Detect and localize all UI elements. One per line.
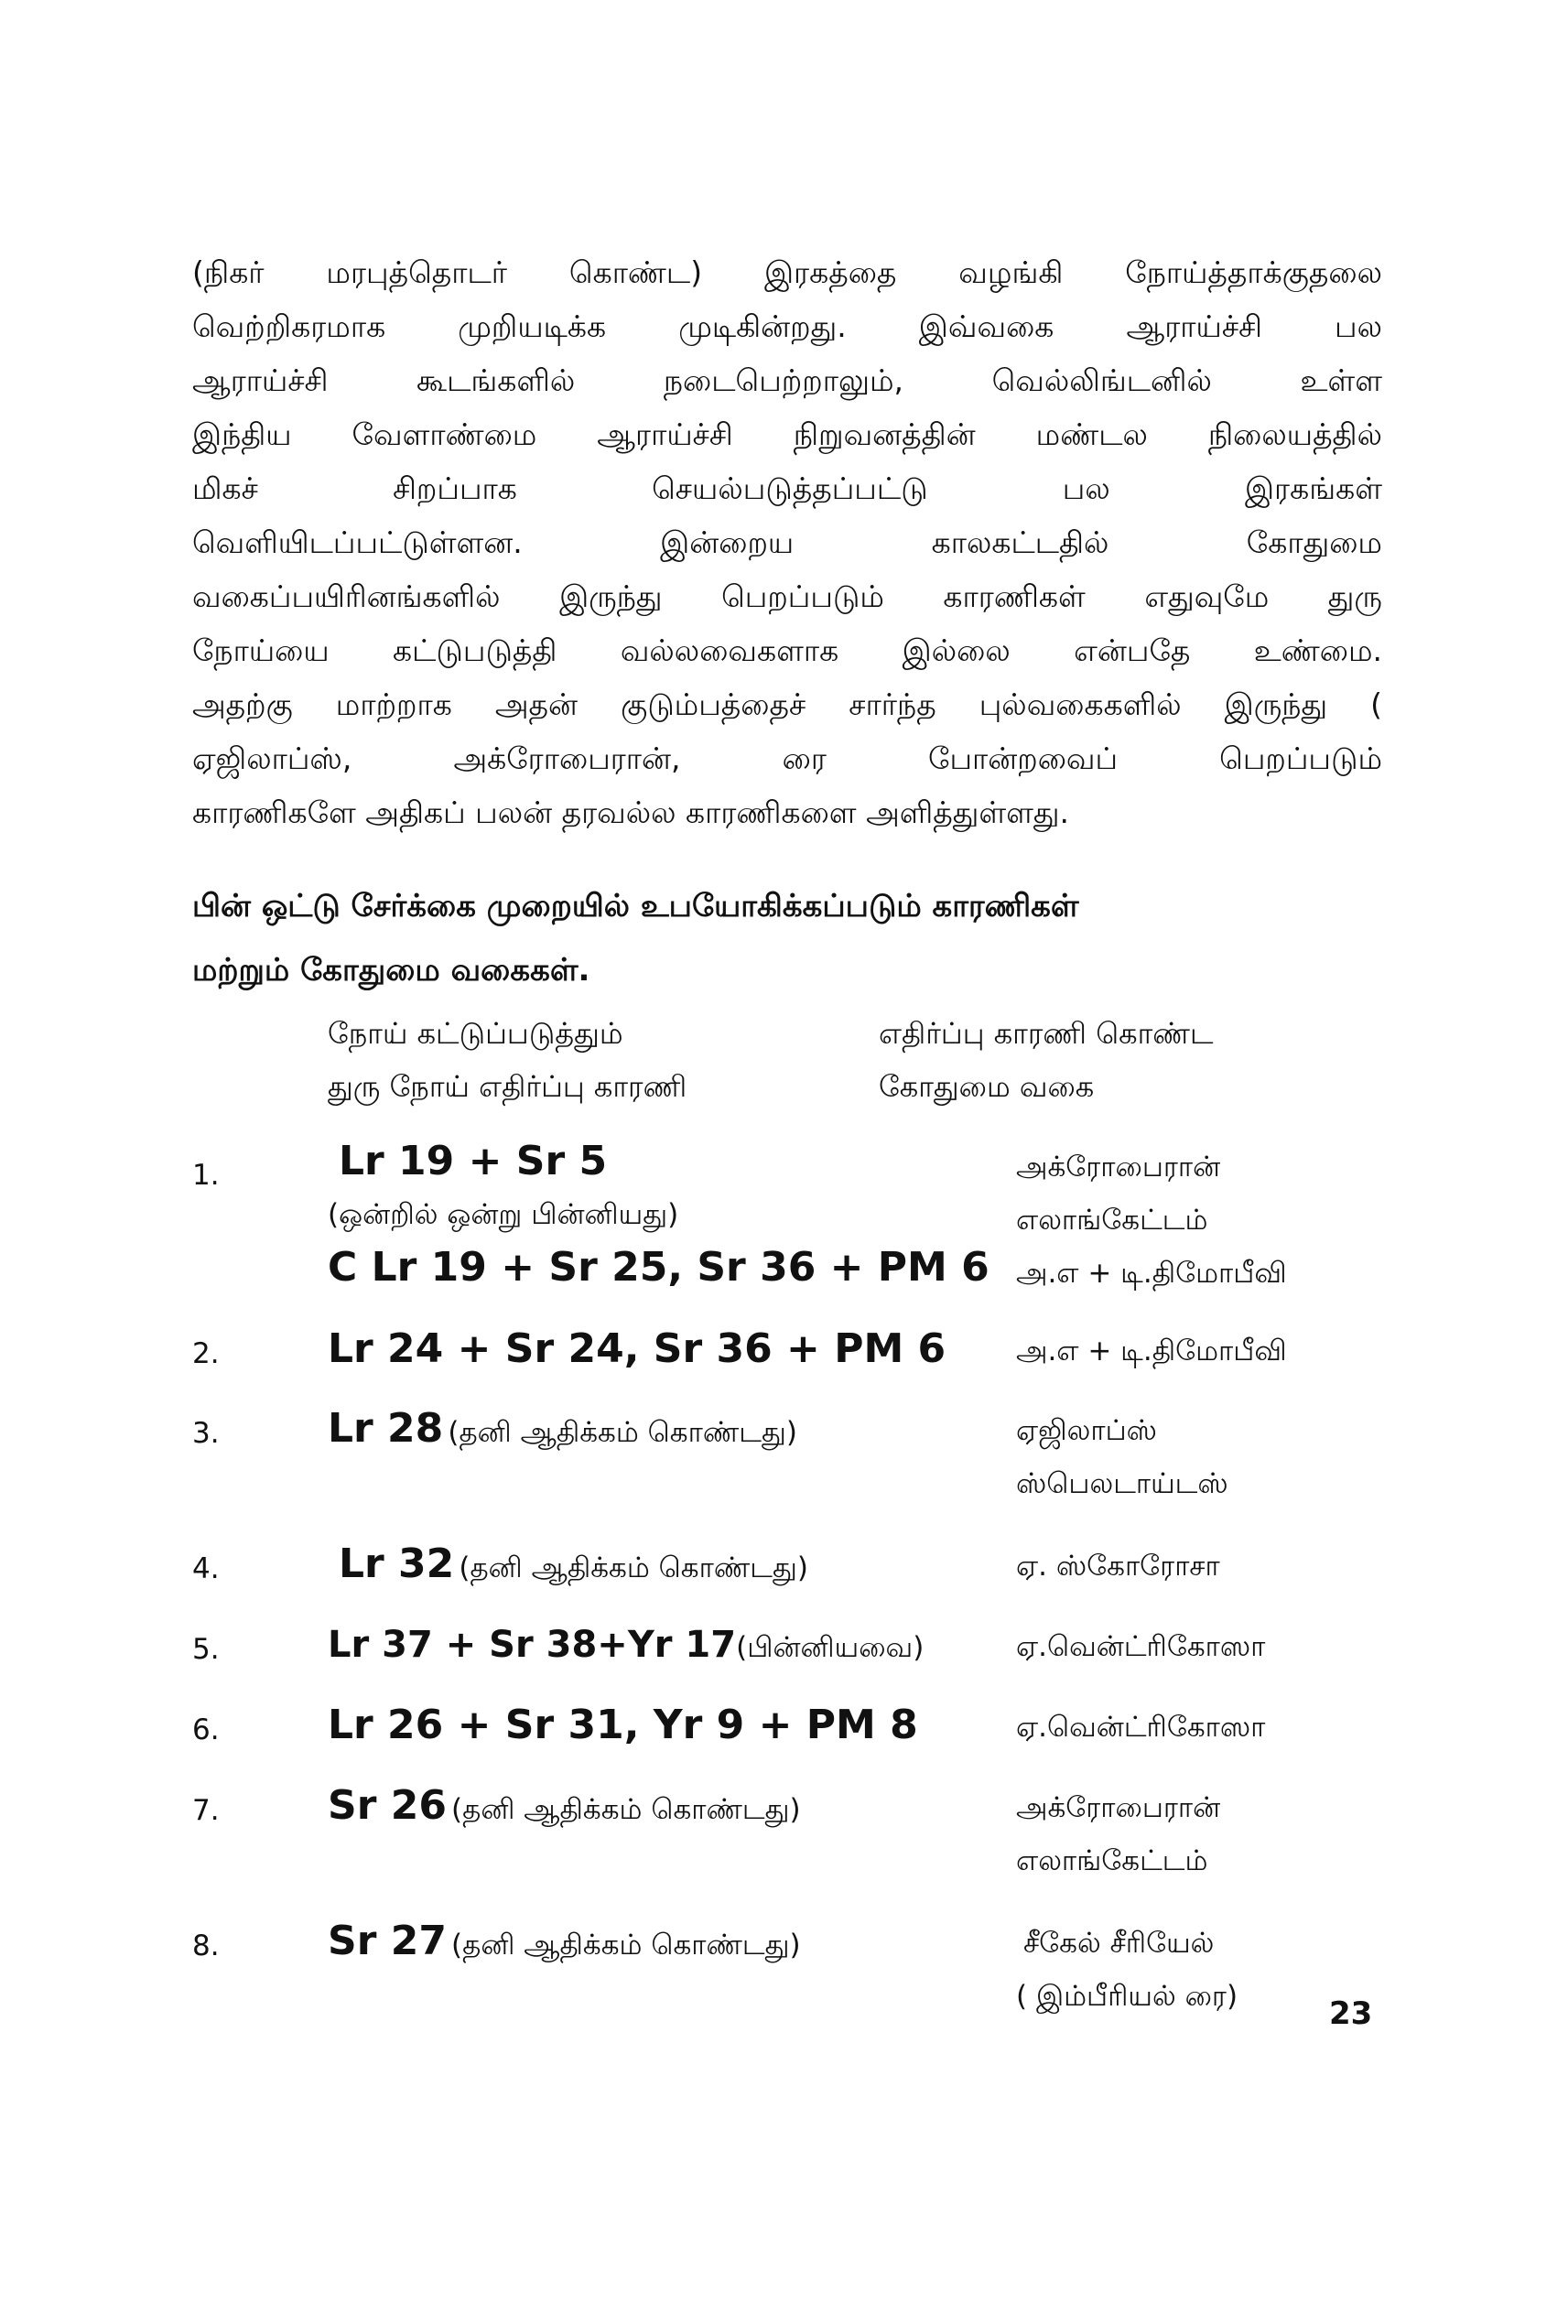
paragraph-line: நோய்யை கட்டுபடுத்தி வல்லவைகளாக இல்லை என்பதே உண்மை. bbox=[192, 632, 1382, 668]
paragraph-line: வெளியிடப்பட்டுள்ளன. இன்றைய காலகட்டதில் கோதுமை bbox=[192, 524, 1382, 560]
column-header-line: துரு நோய் எதிர்ப்பு காரணி bbox=[328, 1069, 687, 1104]
page-number: 23 bbox=[1329, 1995, 1373, 2032]
gene-combination-extra: C Lr 19 + Sr 25, Sr 36 + PM 6 bbox=[328, 1244, 989, 1291]
gene-note: (தனி ஆதிக்கம் கொண்டது) bbox=[448, 1416, 797, 1449]
row-number: 1. bbox=[192, 1159, 220, 1192]
wheat-variety bbox=[1016, 1404, 1228, 1510]
resistance-gene bbox=[328, 1323, 946, 1376]
paragraph-line: அதற்கு மாற்றாக அதன் குடும்பத்தைச் சார்ந்த புல்வகைகளில் இருந்து ( bbox=[192, 686, 1382, 722]
column-header-line: கோதுமை வகை bbox=[879, 1069, 1095, 1104]
variety-line: அக்ரோபைரான் bbox=[1016, 1791, 1221, 1824]
resistance-gene bbox=[339, 1538, 808, 1599]
resistance-gene bbox=[328, 1618, 924, 1679]
body-paragraph bbox=[192, 245, 1382, 839]
gene-combination: Lr 24 + Sr 24, Sr 36 + PM 6 bbox=[328, 1325, 946, 1372]
variety-line: ஏ.வென்ட்ரிகோஸா bbox=[1016, 1630, 1266, 1663]
variety-line: எலாங்கேட்டம் bbox=[1016, 1204, 1208, 1237]
gene-combination: Lr 37 + Sr 38+Yr 17 bbox=[328, 1624, 737, 1666]
column-header-resistance bbox=[328, 1007, 687, 1113]
section-heading bbox=[192, 874, 1382, 1002]
row-number: 3. bbox=[192, 1417, 220, 1450]
paragraph-line: வெற்றிகரமாக முறியடிக்க முடிகின்றது. இவ்வகை ஆராய்ச்சி பல bbox=[192, 308, 1382, 344]
gene-combination: Lr 26 + Sr 31, Yr 9 + PM 8 bbox=[328, 1702, 918, 1748]
wheat-variety bbox=[1016, 1140, 1287, 1300]
resistance-gene bbox=[328, 1915, 801, 1976]
wheat-variety bbox=[1016, 1781, 1220, 1887]
wheat-variety bbox=[1016, 1540, 1220, 1593]
paragraph-line: ஆராய்ச்சி கூடங்களில் நடைபெற்றாலும், வெல்லிங்டனில் உள்ள bbox=[192, 362, 1382, 398]
gene-note: (தனி ஆதிக்கம் கொண்டது) bbox=[459, 1551, 808, 1584]
wheat-variety bbox=[1016, 1917, 1238, 2023]
resistance-gene bbox=[328, 1779, 801, 1841]
variety-line: ஏ.வென்ட்ரிகோஸா bbox=[1016, 1711, 1266, 1744]
paragraph-line: ஏஜிலாப்ஸ், அக்ரோபைரான், ரை போன்றவைப் பெறப்படும் bbox=[192, 740, 1382, 776]
row-number: 5. bbox=[192, 1633, 220, 1666]
resistance-gene bbox=[328, 1135, 989, 1294]
gene-combination: Lr 19 + Sr 5 bbox=[339, 1138, 608, 1184]
column-header-line: எதிர்ப்பு காரணி கொண்ட bbox=[879, 1016, 1214, 1051]
variety-line: சீகேல் சீரியேல் bbox=[1023, 1927, 1215, 1960]
row-number: 4. bbox=[192, 1552, 220, 1585]
variety-line: ஸ்பெலடாய்டஸ் bbox=[1016, 1467, 1228, 1500]
row-number: 8. bbox=[192, 1929, 220, 1962]
paragraph-line: (நிகர் மரபுத்தொடர் கொண்ட) இரகத்தை வழங்கி நோய்த்தாக்குதலை bbox=[192, 254, 1382, 290]
paragraph-line: மிகச் சிறப்பாக செயல்படுத்தப்பட்டு பல இரகங்கள் bbox=[192, 470, 1382, 506]
heading-line: மற்றும் கோதுமை வகைகள். bbox=[192, 952, 590, 989]
gene-combination: Lr 28 bbox=[328, 1405, 444, 1452]
gene-note: (பின்னியவை) bbox=[736, 1631, 925, 1664]
gene-note: (தனி ஆதிக்கம் கொண்டது) bbox=[451, 1929, 801, 1962]
wheat-variety bbox=[1016, 1620, 1265, 1673]
paragraph-line: காரணிகளே அதிகப் பலன் தரவல்ல காரணிகளை அளித்துள்ளது. bbox=[192, 794, 1069, 830]
resistance-gene bbox=[328, 1402, 797, 1464]
gene-combination: Sr 26 bbox=[328, 1782, 447, 1829]
gene-combination: Lr 32 bbox=[339, 1540, 455, 1587]
variety-line: ஏ. ஸ்கோரோசா bbox=[1016, 1550, 1220, 1583]
row-number: 2. bbox=[192, 1337, 220, 1370]
gene-note: (தனி ஆதிக்கம் கொண்டது) bbox=[451, 1793, 801, 1826]
variety-line: அக்ரோபைரான் bbox=[1016, 1151, 1221, 1184]
variety-line: அ.எ + டி.திமோபீவி bbox=[1016, 1335, 1287, 1367]
row-number: 6. bbox=[192, 1713, 220, 1746]
variety-line: ( இம்பீரியல் ரை) bbox=[1016, 1980, 1238, 2013]
wheat-variety bbox=[1016, 1701, 1265, 1754]
variety-line: ஏஜிலாப்ஸ் bbox=[1016, 1414, 1157, 1447]
paragraph-line: இந்திய வேளாண்மை ஆராய்ச்சி நிறுவனத்தின் மண்டல நிலையத்தில் bbox=[192, 416, 1382, 452]
gene-combination: Sr 27 bbox=[328, 1918, 447, 1964]
paragraph-line: வகைப்பயிரினங்களில் இருந்து பெறப்படும் காரணிகள் எதுவுமே துரு bbox=[192, 578, 1382, 614]
column-header-variety bbox=[879, 1007, 1213, 1113]
column-header-line: நோய் கட்டுப்படுத்தும் bbox=[328, 1016, 623, 1051]
wheat-variety bbox=[1016, 1324, 1287, 1378]
row-number: 7. bbox=[192, 1794, 220, 1827]
resistance-gene bbox=[328, 1699, 918, 1752]
variety-line: எலாங்கேட்டம் bbox=[1016, 1844, 1208, 1877]
heading-line: பின் ஒட்டு சேர்க்கை முறையில் உபயோகிக்கப்படும் காரணிகள் bbox=[192, 888, 1079, 924]
gene-note: (ஒன்றில் ஒன்று பின்னியது) bbox=[328, 1198, 679, 1231]
variety-line: அ.எ + டி.திமோபீவி bbox=[1016, 1257, 1287, 1290]
